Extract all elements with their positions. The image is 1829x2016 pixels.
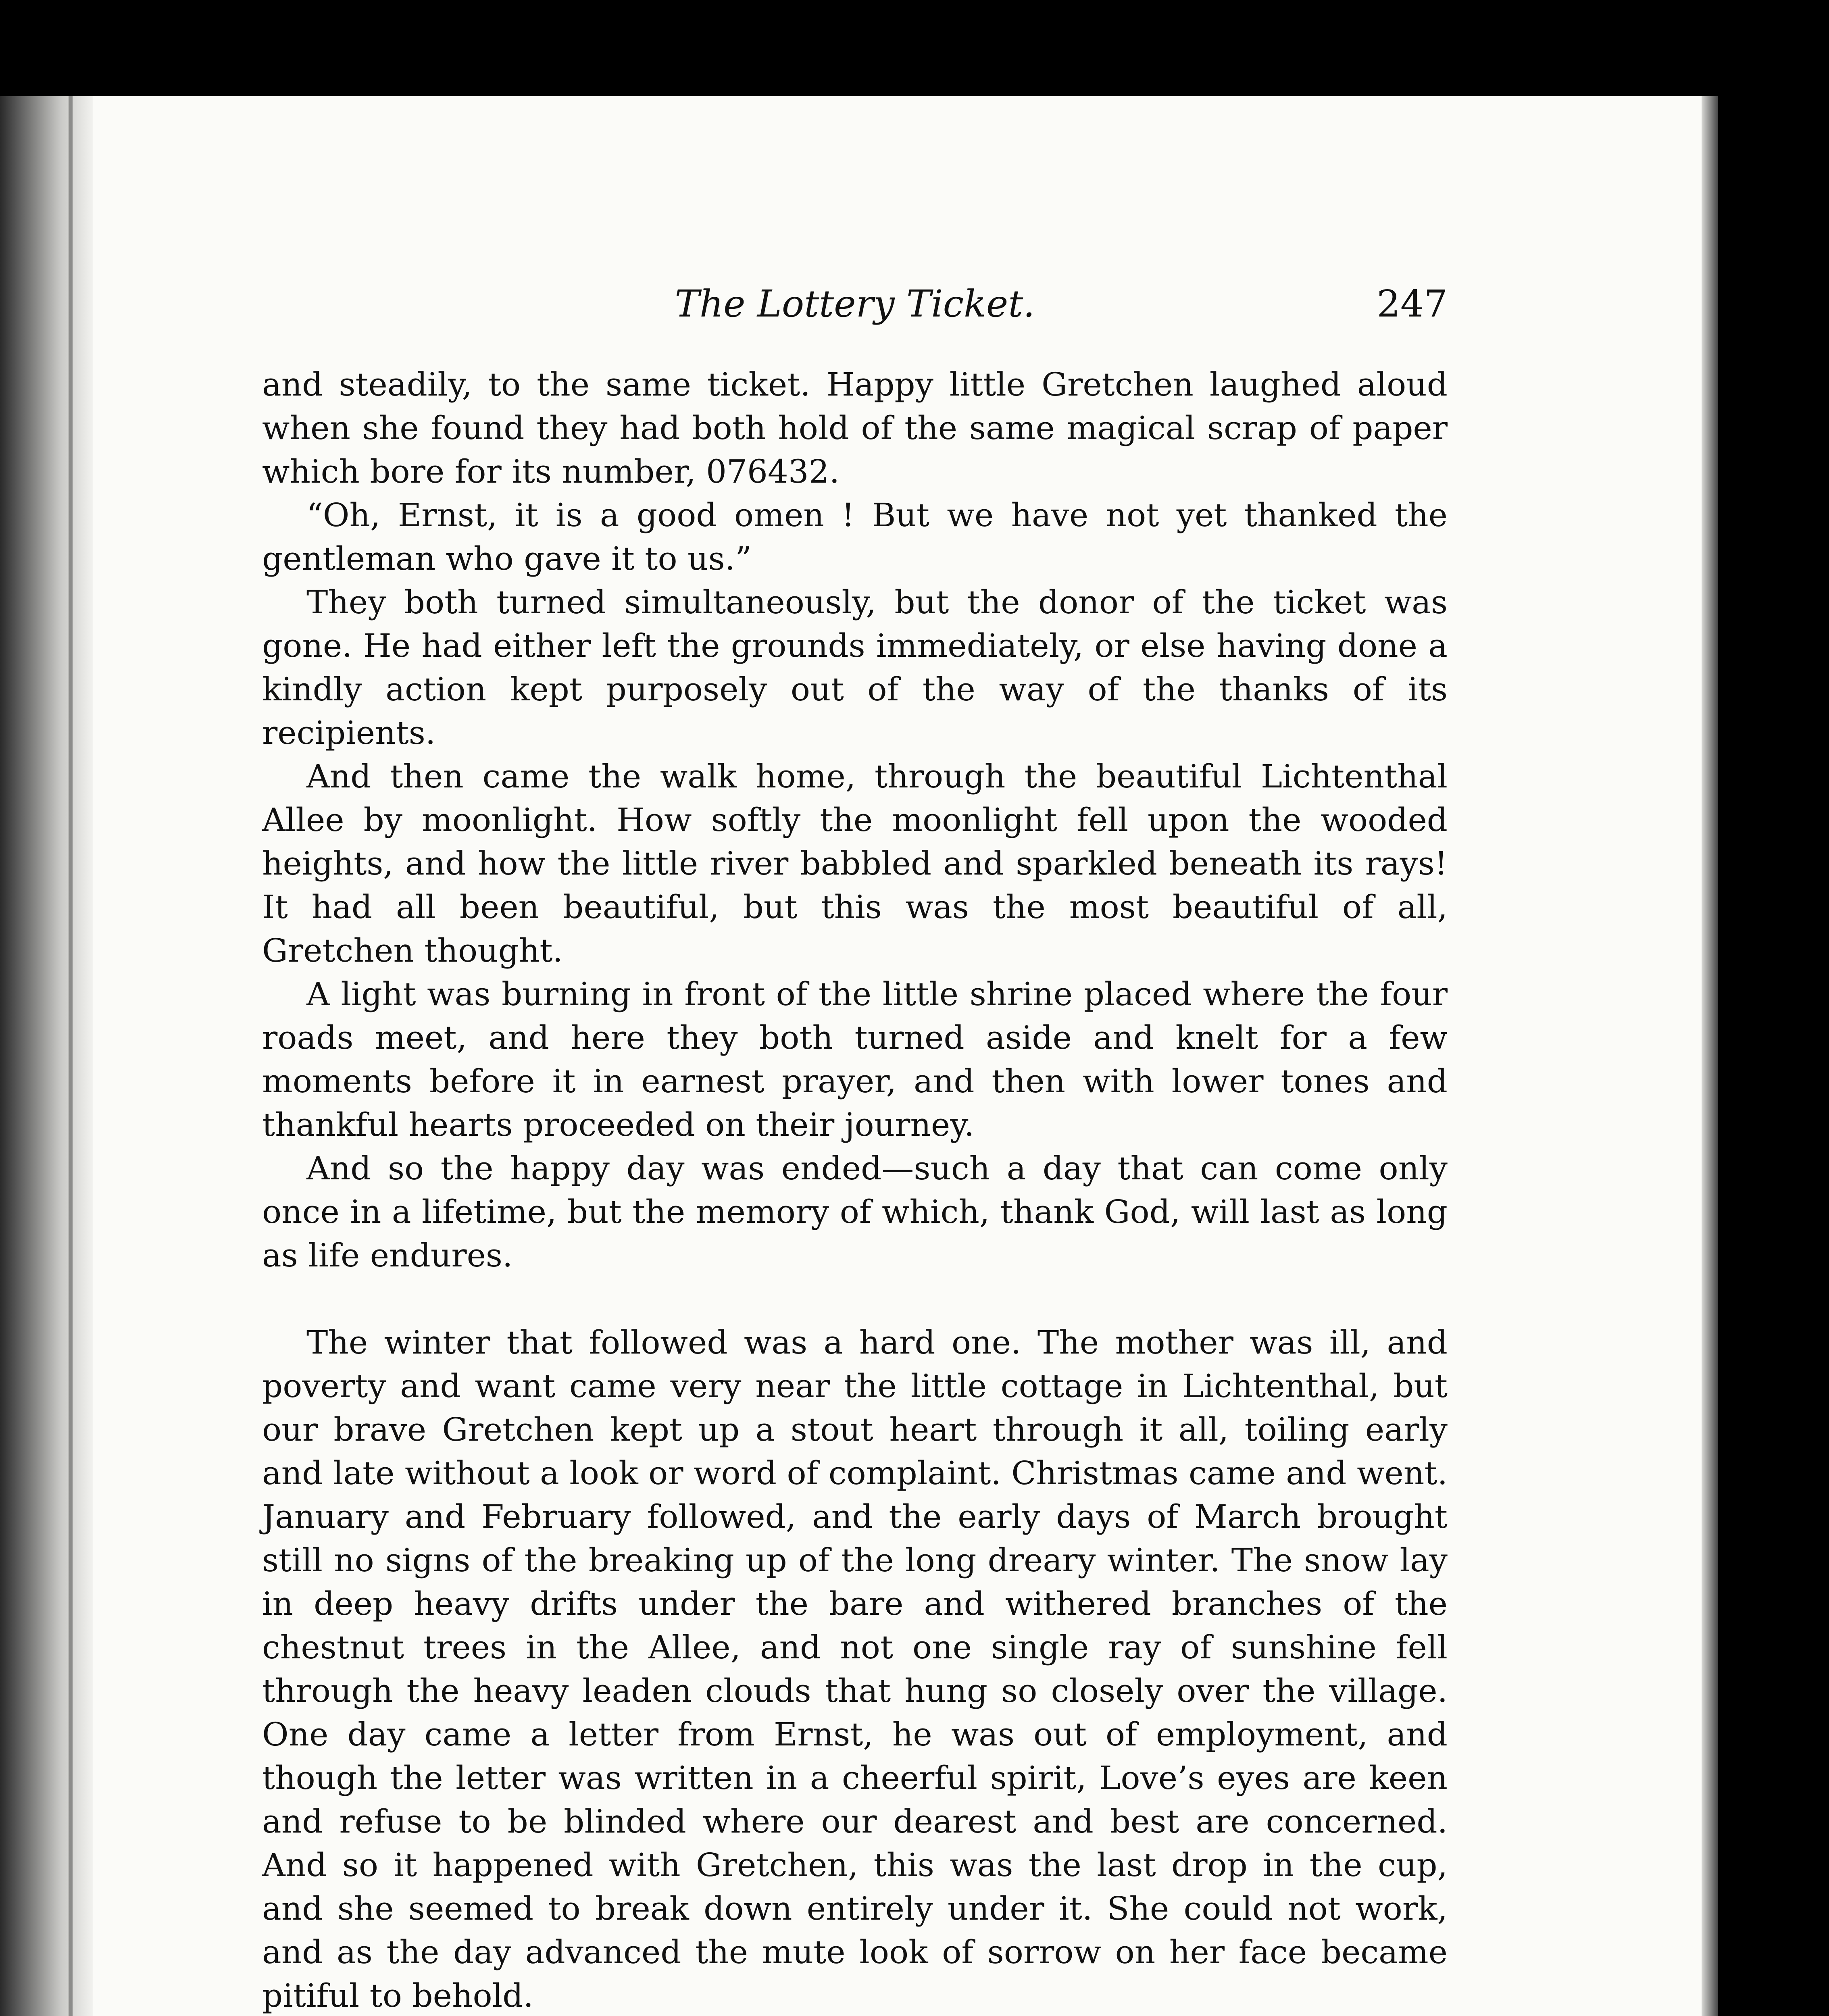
paragraph: The winter that followed was a hard one. The mother was ill, and poverty and want came very near the little cottage in Lichtenthal, but our brave Gretchen kept up a stout heart through it all, toiling early and late without a look or word of complaint. Christmas came and went. January and February followed, and the early days of March brought still no signs of the breaking up of the long dreary winter. The snow lay in deep heavy drifts under the bare and withered branches of the chestnut trees in the Allee, and not one single ray of sunshine fell through the heavy leaden clouds that hung so closely over the village. One day came a letter from Ernst, he was out of employment, and though the letter was written in a cheerful spirit, Love’s eyes are keen and refuse to be blinded where our dearest and best are concerned. And so it happened with Gretchen, this was the last drop in the cup, and she seemed to break down entirely under it. She could not work, and as the day advanced the mute look of sorrow on her face became pitiful to behold. xyxy=(262,1324,1448,2014)
paragraph: And so the happy day was ended—such a day that can come only once in a lifetime, but the memory of which, thank God, will last as long as life endures. xyxy=(262,1150,1448,1274)
running-title: The Lottery Ticket. xyxy=(675,282,1035,325)
page-number: 247 xyxy=(1377,282,1448,325)
section-break xyxy=(262,1277,1448,1321)
paragraph: “Oh, Ernst, it is a good omen ! But we have not yet thanked the gentleman who gave it to us.” xyxy=(262,496,1448,577)
paragraph: And then came the walk home, through the beautiful Lichtenthal Allee by moonlight. How softly the moonlight fell upon the wooded heights, and how the little river babbled and sparkled beneath its rays! It had all been beautiful, but this was the most beautiful of all, Gretchen thought. xyxy=(262,758,1448,969)
page-edge-line xyxy=(69,96,73,2016)
paragraph: A light was burning in front of the little shrine placed where the four roads meet, and here they both turned aside and knelt for a few moments before it in earnest prayer, and then with lower tones and thankful hearts proceeded on their journey. xyxy=(262,975,1448,1143)
paragraph: They both turned simultaneously, but the donor of the ticket was gone. He had either left the grounds immediately, or else having done a kindly action kept purposely out of the way of the thanks of its recipients. xyxy=(262,583,1448,752)
page-gutter-shadow xyxy=(0,96,93,2016)
running-header xyxy=(262,282,1448,339)
body-text xyxy=(262,363,1448,2016)
page-right-edge xyxy=(1702,96,1718,2016)
paragraph: and steadily, to the same ticket. Happy little Gretchen laughed aloud when she found they had both hold of the same magical scrap of paper which bore for its number, 076432. xyxy=(262,366,1448,490)
